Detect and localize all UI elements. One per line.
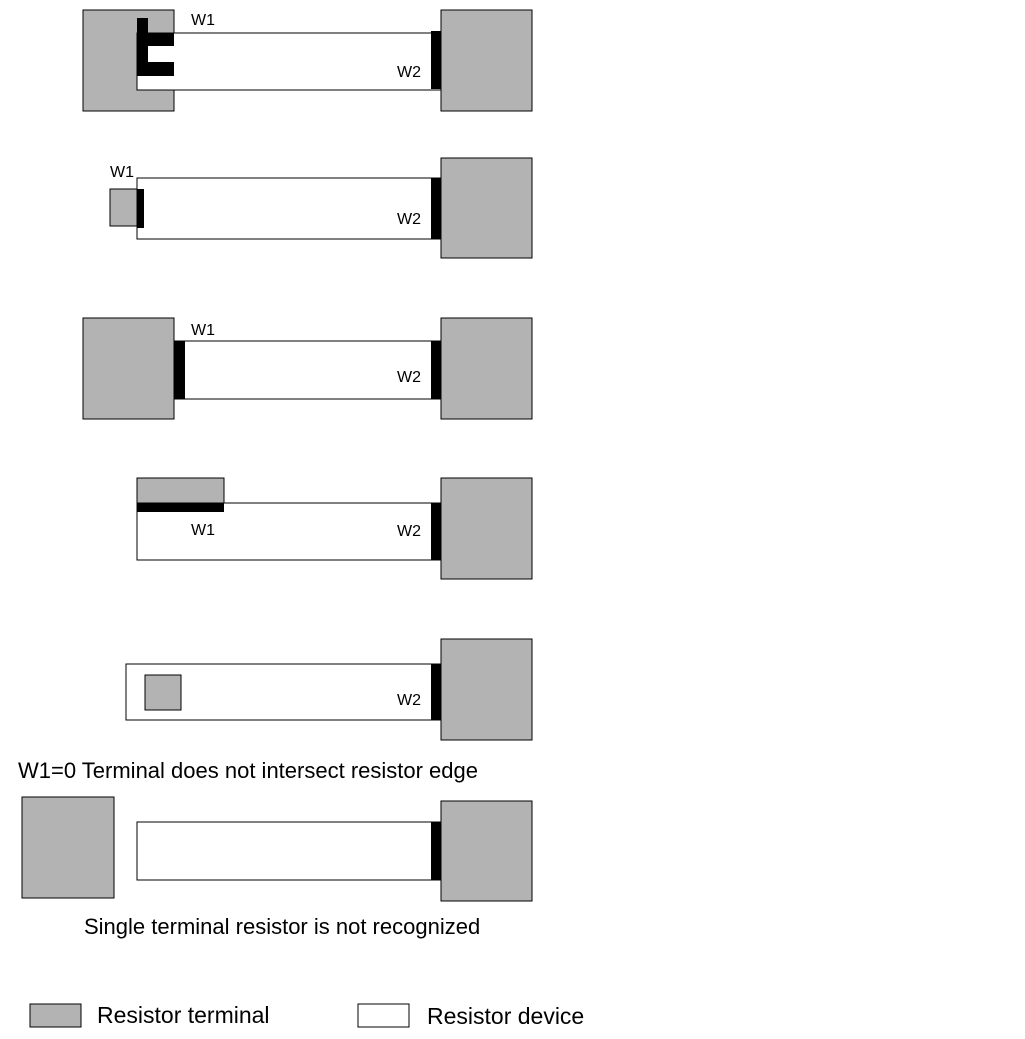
w1-edge-bottom-arm	[137, 62, 174, 76]
right-terminal	[441, 478, 532, 579]
left-terminal	[110, 189, 137, 226]
right-terminal	[441, 158, 532, 258]
example-4	[137, 478, 532, 579]
w1-edge	[174, 341, 185, 399]
example-2	[110, 158, 532, 258]
w2-edge	[431, 178, 441, 239]
w2-edge	[431, 341, 441, 399]
resistor-device	[137, 822, 441, 880]
w1-edge	[137, 189, 144, 228]
w2-label: W2	[397, 64, 421, 81]
example-5	[18, 639, 532, 783]
w1-label: W1	[110, 164, 134, 181]
w2-label: W2	[397, 692, 421, 709]
example-6	[22, 797, 532, 939]
legend-terminal-label: Resistor terminal	[97, 1002, 270, 1028]
example-3	[83, 318, 532, 419]
right-terminal	[441, 318, 532, 419]
w1-edge	[137, 503, 224, 512]
inner-terminal	[145, 675, 181, 710]
w1-edge-top-arm	[137, 33, 174, 46]
w2-edge	[431, 503, 441, 560]
resistor-device	[137, 178, 441, 239]
single-terminal-caption: Single terminal resistor is not recognized	[84, 914, 481, 939]
w2-edge	[431, 31, 441, 89]
w1-label: W1	[191, 322, 215, 339]
resistor-device	[137, 33, 441, 90]
w2-edge	[431, 664, 441, 720]
left-terminal	[83, 318, 174, 419]
w1-label: W1	[191, 12, 215, 29]
w1-zero-caption: W1=0 Terminal does not intersect resistor edge	[18, 758, 478, 783]
right-terminal	[441, 639, 532, 740]
legend-device-label: Resistor device	[427, 1003, 585, 1029]
right-terminal	[441, 801, 532, 901]
legend-terminal-swatch	[30, 1004, 81, 1027]
w2-label: W2	[397, 523, 421, 540]
w2-label: W2	[397, 369, 421, 386]
detached-terminal	[22, 797, 114, 898]
example-1	[83, 10, 532, 111]
w2-edge	[431, 822, 441, 880]
right-terminal	[441, 10, 532, 111]
top-terminal	[137, 478, 224, 504]
legend-device-swatch	[358, 1004, 409, 1027]
legend	[30, 1002, 584, 1029]
w2-label: W2	[397, 211, 421, 228]
w1-label: W1	[191, 522, 215, 539]
